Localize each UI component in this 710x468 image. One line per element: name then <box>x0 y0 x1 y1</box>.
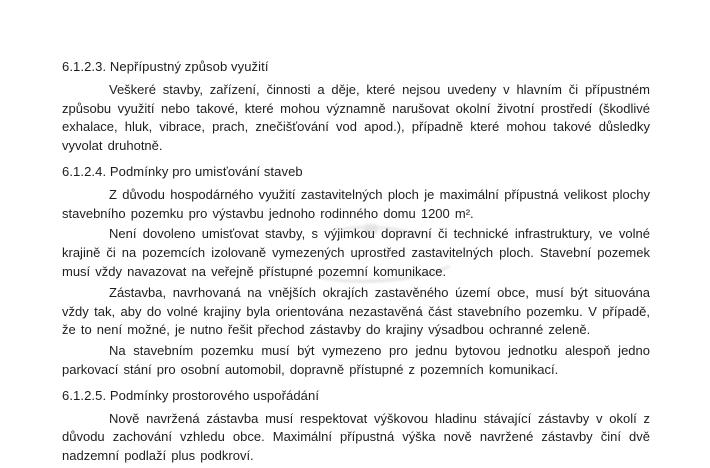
section-heading-6-1-2-5: 6.1.2.5. Podmínky prostorového uspořádání <box>62 387 320 403</box>
paragraph: Zástavba, navrhovaná na vnějších okrajích zastavěného území obce, musí být situována vždy tak, aby do volné krajiny byla orientována nezastavěná část stavebního pozemku. V případě, že to není možné, je nutno řešit přechod zástavby do krajiny výsadbou ochranné zeleně. <box>62 284 650 338</box>
paragraph: Na stavebním pozemku musí být vymezeno pro jednu bytovou jednotku alespoň jedno parkovací stání pro osobní automobil, dopravně přístupné z pozemních komunikací. <box>62 343 650 377</box>
section-heading-6-1-2-3: 6.1.2.3. Nepřípustný způsob využití <box>62 59 269 74</box>
section-heading-6-1-2-4: 6.1.2.4. Podmínky pro umisťování staveb <box>62 163 303 179</box>
section-podminky-prostoroveho-usporadani <box>62 387 650 466</box>
paragraph: Z důvodu hospodárného využití zastavitelných ploch je maximální přípustná velikost plochy stavebního pozemku pro výstavbu jednoho rodinného domu 1200 m². <box>62 186 650 221</box>
paragraph: Není dovoleno umisťovat stavby, s výjimkou dopravní či technické infrastruktury, ve volné krajině či na pozemcích izolovaně vymezených uprostřed zastavitelných ploch. Stavební pozemek musí vždy navazovat na veřejně přístupné pozemní komunikace. <box>62 226 650 279</box>
section-nepripustny-zpusob-vyuziti <box>62 58 650 156</box>
section-podminky-pro-umistovani-staveb <box>62 163 650 380</box>
paragraph: Nově navržená zástavba musí respektovat výškovou hladinu stávající zástavby v okolí z důvodu zachování vzhledu obce. Maximální přípustná výška nově navržené zástavby činí dvě nadzemní podlaží plus podkroví. <box>62 410 650 464</box>
paragraph: Veškeré stavby, zařízení, činnosti a děje, které nejsou uvedeny v hlavním či přípustném způsobu využití nebo takové, které mohou významně narušovat okolní životní prostředí (škodlivé exhalace, hluk, vibrace, prach, znečišťování vod apod.), případně které mohou takové důsledky vyvolat druhotně. <box>62 81 650 154</box>
